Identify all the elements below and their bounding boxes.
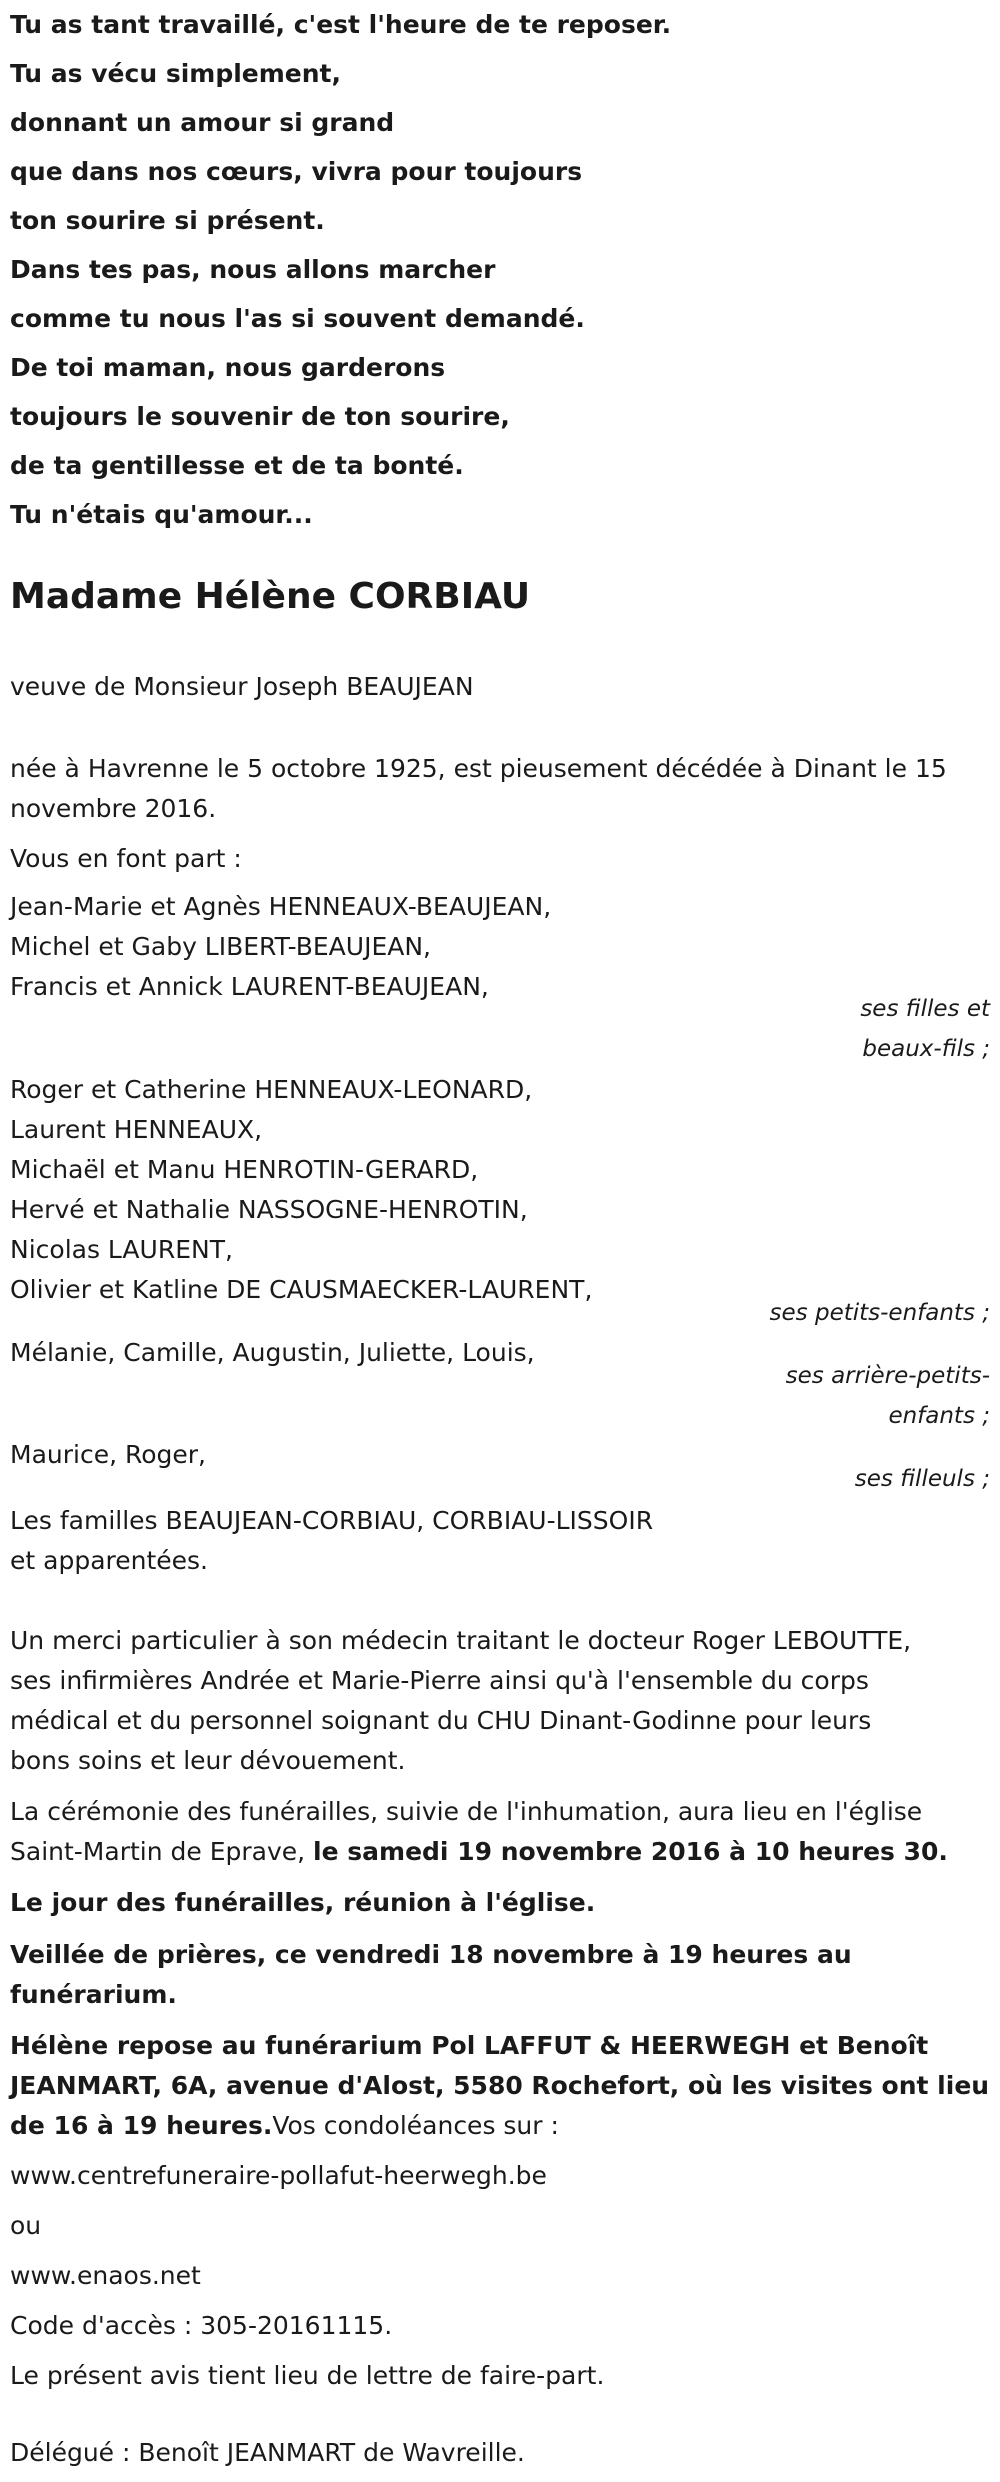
relation-label: ses petits-enfants ; (769, 1300, 990, 1326)
relation-label: beaux-fils ; (862, 1036, 990, 1062)
repose-line: JEANMART, 6A, avenue d'Alost, 5580 Rochefort, où les visites ont lieu (10, 2071, 990, 2100)
poem (10, 0, 671, 539)
families-line: Les familles BEAUJEAN-CORBIAU, CORBIAU-LISSOIR (10, 1506, 654, 1535)
poem-line: ton sourire si présent. (10, 206, 325, 235)
grandchild-entry: Michaël et Manu HENROTIN-GERARD, (10, 1155, 479, 1184)
access-code: Code d'accès : 305-20161115. (10, 2311, 393, 2340)
repose-line: Hélène repose au funérarium Pol LAFFUT & HEERWEGH et Benoît (10, 2031, 929, 2060)
notice-text: Le présent avis tient lieu de lettre de faire-part. (10, 2361, 605, 2390)
poem-line: De toi maman, nous garderons (10, 353, 446, 382)
poem-line: Tu n'étais qu'amour... (10, 500, 313, 529)
poem-line: donnant un amour si grand (10, 108, 395, 137)
ceremony-line (10, 1837, 948, 1866)
grandchild-entry: Laurent HENNEAUX, (10, 1115, 263, 1144)
godchildren-entry: Maurice, Roger, (10, 1440, 206, 1469)
birth-death-line-2: novembre 2016. (10, 794, 217, 823)
grandchild-entry: Olivier et Katline DE CAUSMAECKER-LAURENT, (10, 1275, 593, 1304)
visiting-hours: de 16 à 19 heures. (10, 2111, 273, 2140)
grandchild-entry: Nicolas LAURENT, (10, 1235, 233, 1264)
great-grandchildren-entry: Mélanie, Camille, Augustin, Juliette, Louis, (10, 1338, 535, 1367)
widow-of: veuve de Monsieur Joseph BEAUJEAN (10, 672, 474, 701)
delegate-info: Délégué : Benoît JEANMART de Wavreille. (10, 2438, 525, 2467)
ceremony-date: le samedi 19 novembre 2016 à 10 heures 30. (313, 1837, 948, 1866)
poem-line: de ta gentillesse et de ta bonté. (10, 451, 464, 480)
families-line: et apparentées. (10, 1546, 208, 1575)
deceased-name: Madame Hélène CORBIAU (10, 576, 531, 617)
child-entry: Michel et Gaby LIBERT-BEAUJEAN, (10, 932, 431, 961)
meeting-info: Le jour des funérailles, réunion à l'église. (10, 1888, 596, 1917)
or-text: ou (10, 2211, 42, 2240)
child-entry: Jean-Marie et Agnès HENNEAUX-BEAUJEAN, (10, 892, 552, 921)
thanks-line: médical et du personnel soignant du CHU Dinant-Godinne pour leurs (10, 1706, 872, 1735)
vigil-line: Veillée de prières, ce vendredi 18 novembre à 19 heures au (10, 1940, 852, 1969)
relation-label: ses filleuls ; (854, 1466, 990, 1492)
grandchild-entry: Roger et Catherine HENNEAUX-LEONARD, (10, 1075, 533, 1104)
poem-line: toujours le souvenir de ton sourire, (10, 402, 510, 431)
ceremony-place: Saint-Martin de Eprave, (10, 1837, 314, 1866)
repose-line (10, 2111, 559, 2140)
relation-label: enfants ; (888, 1403, 990, 1429)
poem-line: Tu as vécu simplement, (10, 59, 342, 88)
vigil-line: funérarium. (10, 1980, 177, 2009)
poem-line: Dans tes pas, nous allons marcher (10, 255, 496, 284)
poem-line: que dans nos cœurs, vivra pour toujours (10, 157, 583, 186)
thanks-line: ses infirmières Andrée et Marie-Pierre ainsi qu'à l'ensemble du corps (10, 1666, 869, 1695)
child-entry: Francis et Annick LAURENT-BEAUJEAN, (10, 972, 489, 1001)
poem-line: comme tu nous l'as si souvent demandé. (10, 304, 585, 333)
condolences-label: Vos condoléances sur : (272, 2111, 559, 2140)
ceremony-line: La cérémonie des funérailles, suivie de l'inhumation, aura lieu en l'église (10, 1797, 923, 1826)
thanks-line: Un merci particulier à son médecin traitant le docteur Roger LEBOUTTE, (10, 1626, 912, 1655)
grandchild-entry: Hervé et Nathalie NASSOGNE-HENROTIN, (10, 1195, 528, 1224)
thanks-line: bons soins et leur dévouement. (10, 1746, 406, 1775)
relation-label: ses arrière-petits- (785, 1363, 990, 1389)
poem-line: Tu as tant travaillé, c'est l'heure de te reposer. (10, 10, 672, 39)
website-link-1[interactable]: www.centrefuneraire-pollafut-heerwegh.be (10, 2161, 547, 2190)
birth-death-line-1: née à Havrenne le 5 octobre 1925, est pieusement décédée à Dinant le 15 (10, 754, 947, 783)
website-link-2[interactable]: www.enaos.net (10, 2261, 201, 2290)
announcement: Vous en font part : (10, 844, 242, 873)
relation-label: ses filles et (860, 996, 990, 1022)
